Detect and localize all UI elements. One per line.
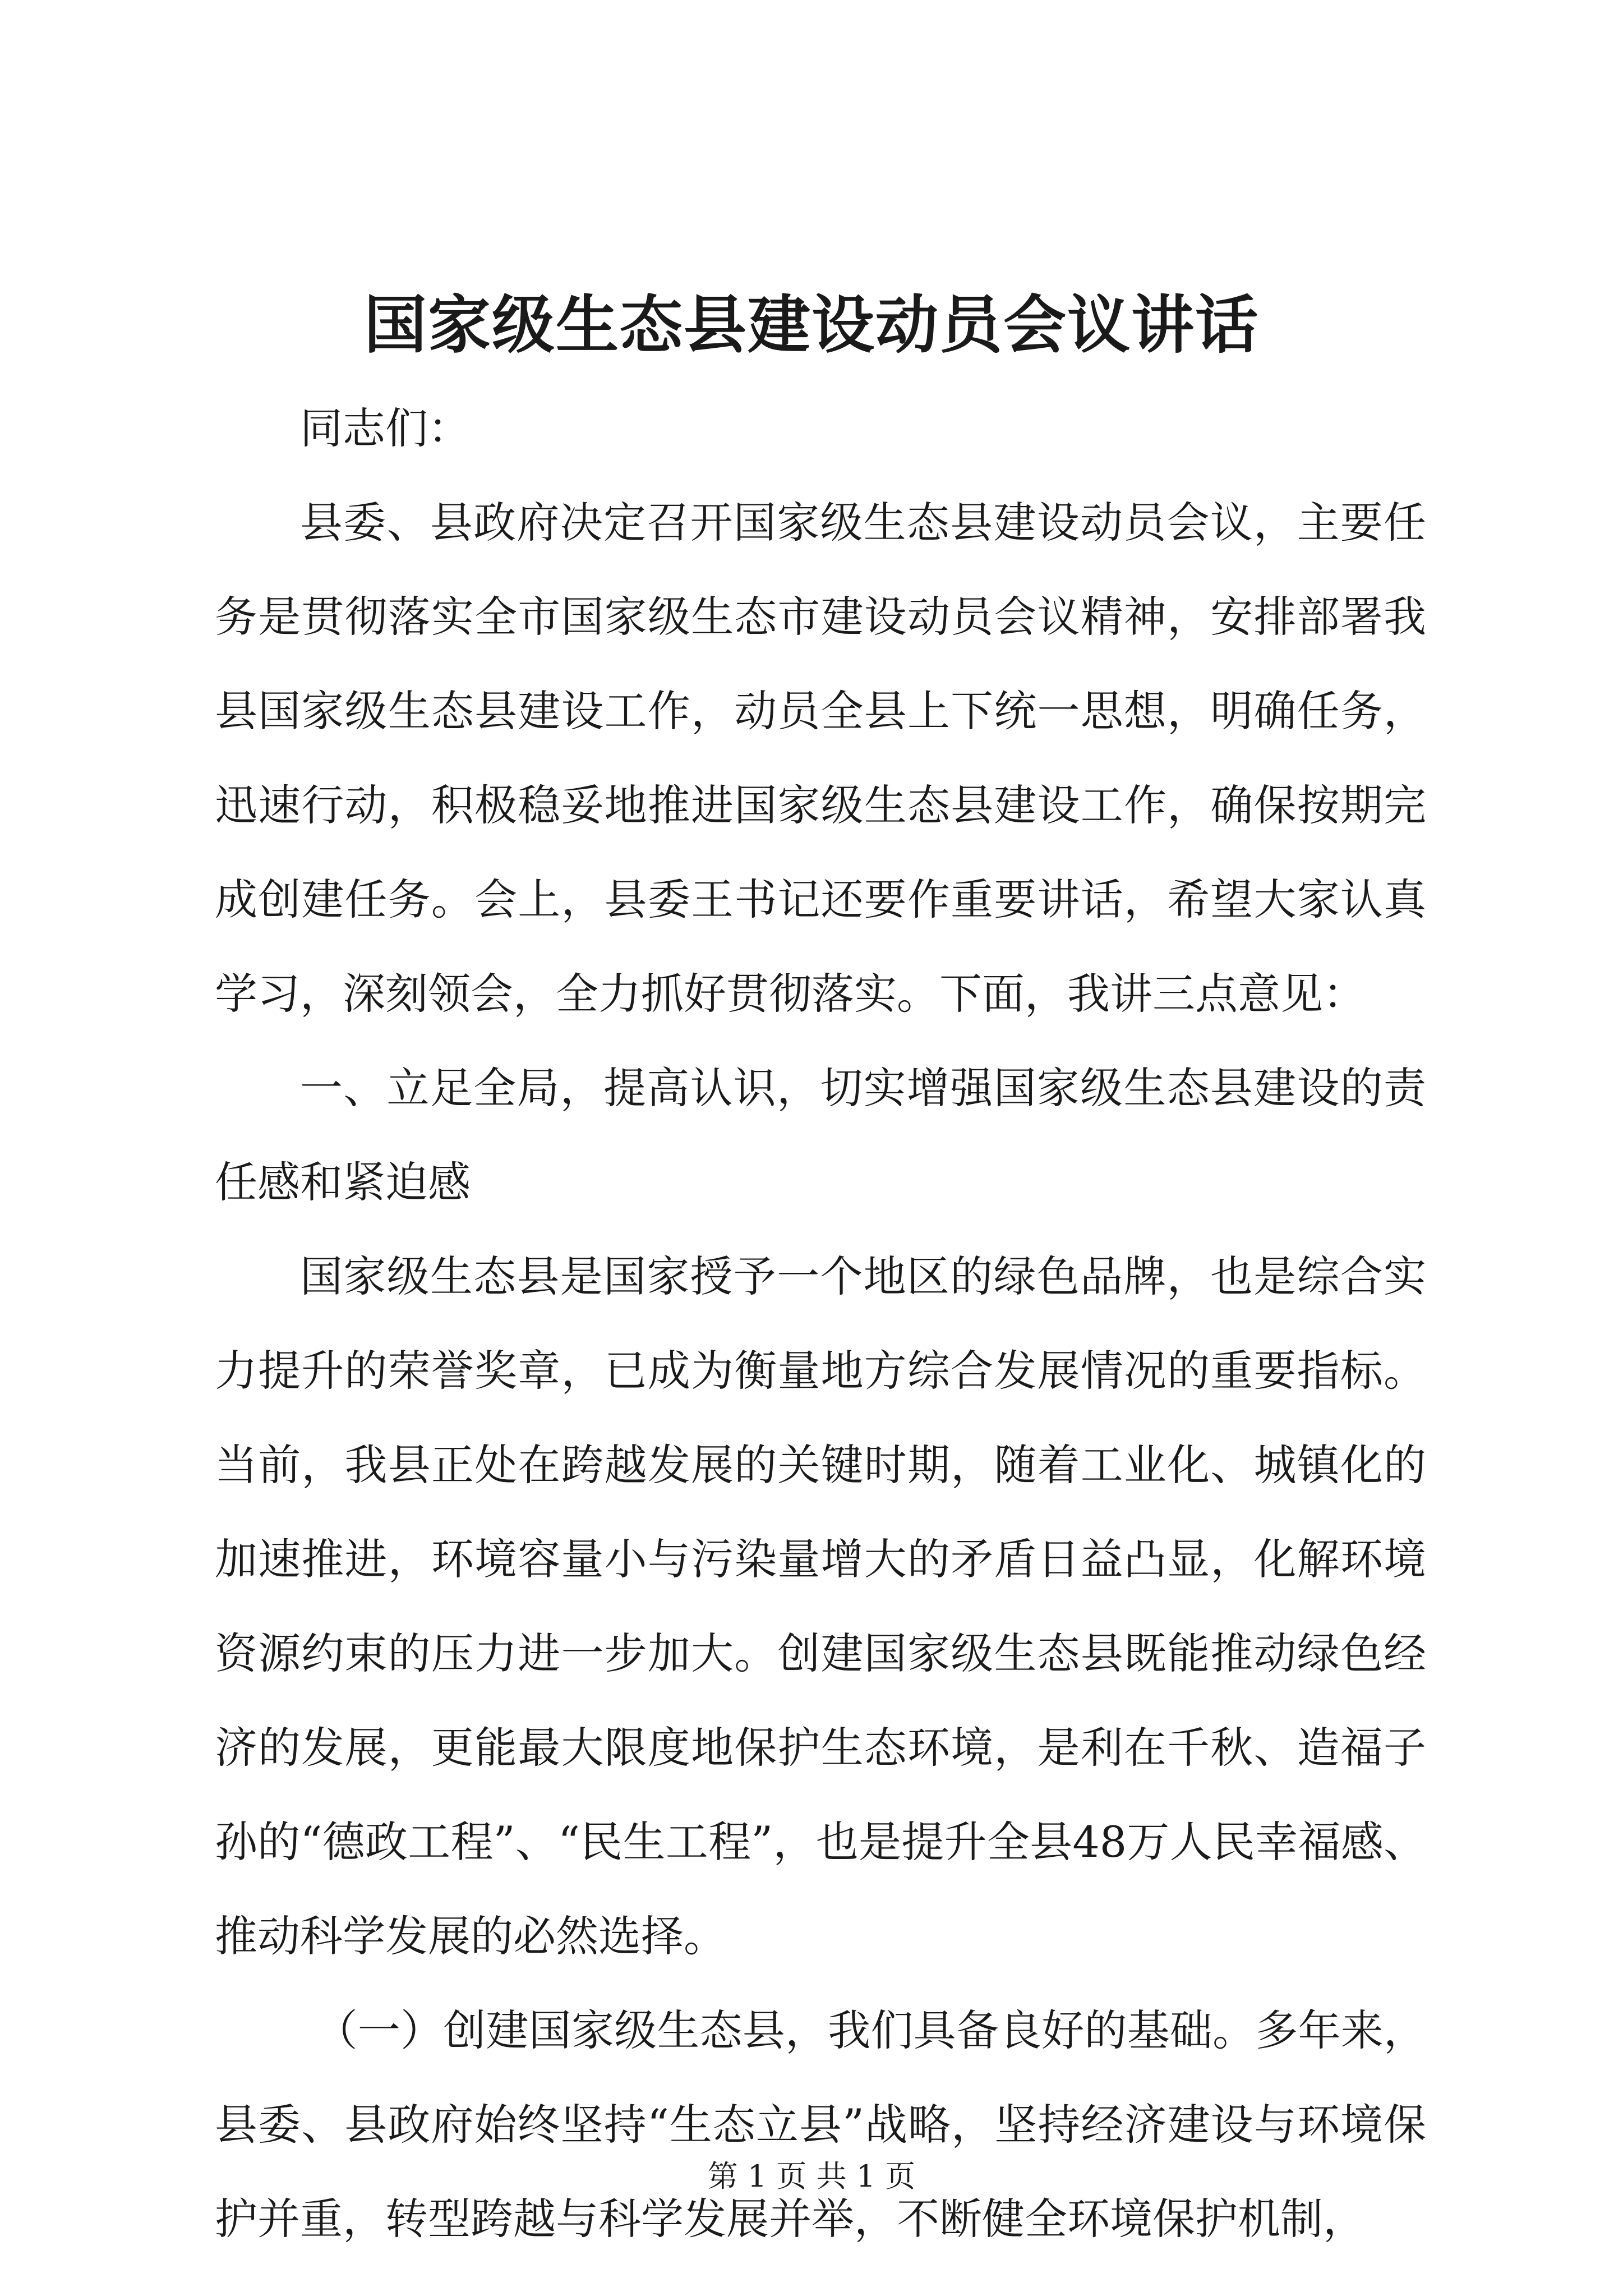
body-paragraph: 国家级生态县是国家授予一个地区的绿色品牌，也是综合实力提升的荣誉奖章，已成为衡量地方综合发展情况的重要指标。当前，我县正处在跨越发展的关键时期，随着工业化、城镇化的加速推进，环境容量小与污染量增大的矛盾日益凸显，化解环境资源约束的压力进一步加大。创建国家级生态县既能推动绿色经济的发展，更能最大限度地保护生态环境，是利在千秋、造福子孙的“德政工程”、“民生工程”，也是提升全县48万人民幸福感、推动科学发展的必然选择。 (215, 1251, 1426, 1961)
document-title: 国家级生态县建设动员会议讲话 (364, 288, 1259, 362)
body-paragraph: （一）创建国家级生态县，我们具备良好的基础。多年来，县委、县政府始终坚持“生态立县”战略，坚持经济建设与环境保护并重，转型跨越与科学发展并举，不断健全环境保护机制， (215, 2005, 1426, 2244)
section-heading: 一、立足全局，提高认识，切实增强国家级生态县建设的责任感和紧迫感 (215, 1063, 1426, 1207)
salutation: 同志们： (300, 403, 471, 453)
body-paragraph: 县委、县政府决定召开国家级生态县建设动员会议，主要任务是贯彻落实全市国家级生态市建设动员会议精神，安排部署我县国家级生态县建设工作，动员全县上下统一思想，明确任务，迅速行动，积极稳妥地推进国家级生态县建设工作，确保按期完成创建任务。会上，县委王书记还要作重要讲话，希望大家认真学习，深刻领会，全力抓好贯彻落实。下面，我讲三点意见： (215, 498, 1426, 1019)
document-body (215, 381, 1426, 2266)
page-footer: 第 1 页 共 1 页 (707, 2159, 916, 2194)
